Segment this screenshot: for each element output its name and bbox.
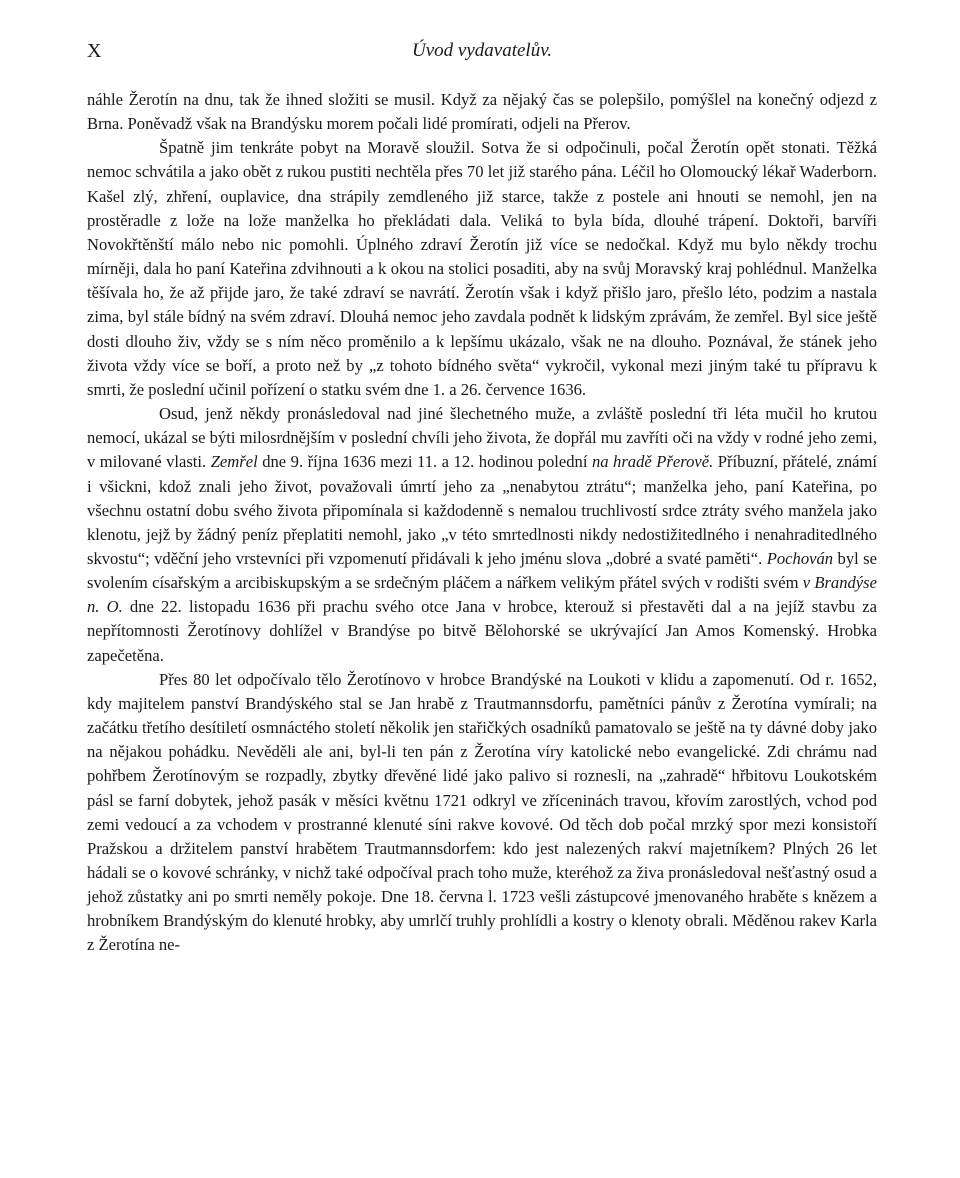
text-run: Příbuzní, přátelé, známí i všickni, kdož znali jeho život, považovali úmrtí jeho za „nenabytou ztrátu“; manželka jeho, paní Kateřina, po všechnu ostatní dobu svého života připomínala si každodenně s nemalou truchlivostí srdce ztráty svého manžela jako klenotu, jejž by žádný peníz přeplatiti nemohl, jako „v této smrtedlnosti nikdy nedostižitedlného i nenahraditedlného skvostu“; vděční jeho vrstevníci při vzpomenutí přidávali k jeho jménu slova „dobré a svaté paměti“. bbox=[87, 452, 878, 568]
body-text bbox=[87, 88, 877, 958]
italic-run: Pochován bbox=[766, 548, 834, 568]
text-run: Osud, jenž někdy pronásledoval nad jiné šlechetného muže, a zvláště poslední tři léta mučil ho krutou nemocí, ukázal se býti milosrdnějším v poslední chvíli jeho života, že dopřál mu zavříti oči na vždy v rodné jeho zemi, v milované vlasti. bbox=[87, 404, 877, 472]
text-run: dne 22. listopadu 1636 při prachu svého otce Jana v hrobce, kterouž si přestavěti dal a na jejíž stavbu za nepřítomnosti Žerotínovy dohlížel v Brandýse po bitvě Bělohorské se ukrývající Jan Amos Komenský. Hrobka zapečetěna. bbox=[87, 597, 877, 665]
italic-run: na hradě Přerově. bbox=[591, 452, 714, 472]
text-run: dne 9. října 1636 mezi 11. a 12. hodinou polední bbox=[257, 452, 592, 472]
paragraph-4: Přes 80 let odpočívalo tělo Žerotínovo v hrobce Brandýské na Loukoti v klidu a zapomenutí. Od r. 1652, kdy majitelem panství Brandýského stal se Jan hrabě z Trautmannsdorfu, pamětníci pánův z Žerotína vymírali; na začátku třetího desítiletí osmnáctého století několik jen stařičkých osadníků pamatovalo se ještě na ty dávné doby jako na nějakou pohádku. Nevěděli ale ani, byl-li ten pán z Žerotína víry katolické nebo evangelické. Zdi chrámu nad pohřbem Žerotínovým se rozpadly, zbytky dřevěné lidé jako palivo si roznesli, na „zahradě“ hřbitovu Loukotském pásl se farní dobytek, jehož pasák v měsíci květnu 1721 odkryl ve zříceninách travou, křovím zarostlých, vchod pod zemi vedoucí a za vchodem v prostranné klenuté síni rakve kovové. Od těch dob počal mrzký spor mezi konsistoří Pražskou a držitelem panství hrabětem Trautmannsdorfem: kdo jest nalezených rakví majetníkem? Plných 26 let hádali se o kovové schránky, v nichž také odpočíval prach toho muže, kteréhož za živa pronásledoval nešťastný osud a jehož zůstatky ani po smrti neměly pokoje. Dne 18. června l. 1723 vešli zástupcové jmenovaného hraběte s knězem a hrobníkem Brandýským do klenuté hrobky, aby umrlčí truhly prohlídli a kostry o klenoty obrali. Měděnou rakev Karla z Žerotína ne- bbox=[87, 669, 877, 955]
italic-run: Zemřel bbox=[210, 452, 258, 472]
paragraph-2: Špatně jim tenkráte pobyt na Moravě sloužil. Sotva že si odpočinuli, počal Žerotín opět stonati. Těžká nemoc schvátila a jako obět z rukou pustiti nechtěla přes 70 let již starého pána. Léčil ho Olomoucký lékař Waderborn. Kašel zlý, zhření, ouplavice, dna strápily zemdleného již starce, takže z postele ani hnouti se nemohl, jen na prostěradle z lože na lože manželka ho překládati dala. Veliká to byla bída, dlouhé trápení. Doktoři, barvíři Novokřtěnští málo nebo nic pomohli. Úplného zdraví Žerotín již více se nedočkal. Když mu bylo někdy trochu mírněji, dala ho paní Kateřina zdvihnouti a k okou na stolici posaditi, aby na svůj Moravský kraj pohlédnul. Manželka těšívala ho, že až přijde jaro, že také zdraví se navrátí. Žerotín však i když přišlo jaro, přešlo léto, podzim a nastala zima, byl stále bídný na svém zdraví. Dlouhá nemoc jeho zavdala podnět k lidským zprávám, že zemřel. Byl sice ještě dosti dlouho živ, vždy se s ním něco proměnilo a k lepšímu ukázalo, však ne na dlouho. Poznával, že stánek jeho života vždy více se boří, a proto než by „z tohoto bídného světa“ vykročil, vykonal mezi jiným také tu přípravu k smrti, že poslední učinil pořízení o statku svém dne 1. a 26. července 1636. bbox=[87, 138, 877, 399]
italic-run: v Brandýse n. O. bbox=[87, 573, 877, 617]
page-number: X bbox=[87, 40, 103, 62]
running-head bbox=[87, 40, 877, 68]
text-run: byl se svolením císařským a arcibiskupským a se srdečným pláčem a nářkem velikým přátel svých v rodišti svém bbox=[87, 548, 877, 593]
paragraph-3 bbox=[87, 402, 877, 668]
running-title: Úvod vydavatelův. bbox=[412, 40, 552, 61]
paragraph-1: náhle Žerotín na dnu, tak že ihned složiti se musil. Když za nějaký čas se polepšilo, pomýšlel na konečný odjezd z Brna. Poněvadž však na Brandýsku morem počali lidé promírati, odjeli na Přerov. bbox=[87, 90, 877, 134]
